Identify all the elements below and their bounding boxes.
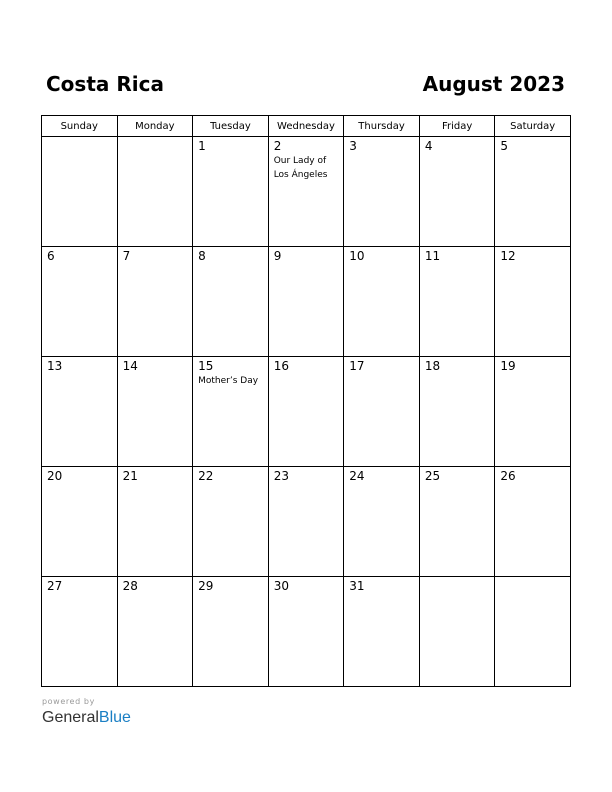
day-number: 29 bbox=[198, 579, 214, 593]
day-number: 6 bbox=[47, 249, 55, 263]
day-cell bbox=[268, 357, 344, 467]
weekday-friday: Friday bbox=[419, 116, 495, 137]
day-number: 23 bbox=[273, 469, 289, 483]
day-number: 21 bbox=[122, 469, 138, 483]
day-cell bbox=[117, 577, 193, 687]
generalblue-logo bbox=[42, 708, 131, 728]
day-cell bbox=[268, 247, 344, 357]
day-number: 16 bbox=[273, 359, 289, 373]
day-number: 10 bbox=[349, 249, 365, 263]
day-cell bbox=[193, 467, 269, 577]
day-cell bbox=[193, 577, 269, 687]
day-cell bbox=[268, 467, 344, 577]
day-number: 24 bbox=[349, 469, 365, 483]
month-year-title: August 2023 bbox=[422, 72, 565, 96]
day-number: 14 bbox=[122, 359, 138, 373]
day-number: 2 bbox=[273, 139, 282, 153]
day-cell bbox=[495, 357, 571, 467]
weekday-sunday: Sunday bbox=[42, 116, 118, 137]
day-cell bbox=[344, 357, 420, 467]
weekday-monday: Monday bbox=[117, 116, 193, 137]
day-cell bbox=[495, 577, 571, 687]
day-cell bbox=[495, 467, 571, 577]
day-number: 20 bbox=[47, 469, 63, 483]
day-number: 19 bbox=[500, 359, 516, 373]
day-number: 1 bbox=[198, 139, 206, 153]
day-number: 8 bbox=[198, 249, 206, 263]
day-cell bbox=[268, 137, 344, 247]
day-number bbox=[118, 137, 193, 139]
day-number: 11 bbox=[424, 249, 441, 263]
generalblue-branding[interactable] bbox=[42, 696, 131, 728]
day-number: 12 bbox=[500, 249, 516, 263]
day-cell bbox=[419, 137, 495, 247]
day-cell bbox=[344, 137, 420, 247]
week-row-4 bbox=[42, 467, 571, 577]
day-cell bbox=[419, 357, 495, 467]
holiday-label: Our Lady of Los Ángeles bbox=[273, 156, 328, 180]
week-row-2 bbox=[42, 247, 571, 357]
day-number: 7 bbox=[122, 249, 131, 263]
calendar-header bbox=[41, 68, 571, 100]
day-cell bbox=[495, 247, 571, 357]
day-cell bbox=[42, 247, 118, 357]
logo-blue-text: Blue bbox=[98, 709, 131, 726]
weekday-header-row bbox=[42, 116, 571, 137]
weekday-thursday: Thursday bbox=[344, 116, 420, 137]
day-number: 17 bbox=[349, 359, 365, 373]
day-cell bbox=[268, 577, 344, 687]
day-number: 31 bbox=[349, 579, 365, 593]
day-cell bbox=[42, 577, 118, 687]
day-number: 28 bbox=[122, 579, 138, 593]
country-title: Costa Rica bbox=[46, 72, 164, 96]
day-cell bbox=[117, 467, 193, 577]
day-cell bbox=[419, 577, 495, 687]
week-row-3 bbox=[42, 357, 571, 467]
day-cell bbox=[193, 137, 269, 247]
day-cell bbox=[495, 137, 571, 247]
day-number: 18 bbox=[424, 359, 441, 373]
day-number: 5 bbox=[500, 139, 509, 153]
day-cell bbox=[419, 247, 495, 357]
day-number: 30 bbox=[273, 579, 289, 593]
day-number: 25 bbox=[424, 469, 441, 483]
day-cell bbox=[193, 247, 269, 357]
day-number bbox=[42, 137, 117, 139]
day-cell bbox=[344, 577, 420, 687]
weekday-saturday: Saturday bbox=[495, 116, 571, 137]
day-number: 22 bbox=[198, 469, 214, 483]
day-cell bbox=[42, 137, 118, 247]
day-cell bbox=[42, 467, 118, 577]
powered-by-label: powered by bbox=[42, 697, 95, 706]
calendar-body bbox=[42, 137, 571, 687]
week-row-5 bbox=[42, 577, 571, 687]
day-cell bbox=[117, 357, 193, 467]
day-cell bbox=[117, 247, 193, 357]
day-number: 27 bbox=[47, 579, 63, 593]
day-number: 3 bbox=[349, 139, 357, 153]
holiday-label: Mother’s Day bbox=[198, 376, 259, 386]
weekday-tuesday: Tuesday bbox=[193, 116, 269, 137]
day-number bbox=[420, 577, 495, 579]
weekday-wednesday: Wednesday bbox=[268, 116, 344, 137]
day-cell bbox=[193, 357, 269, 467]
day-number: 4 bbox=[424, 139, 433, 153]
day-cell bbox=[344, 467, 420, 577]
day-cell bbox=[344, 247, 420, 357]
day-cell bbox=[419, 467, 495, 577]
day-number: 9 bbox=[273, 249, 282, 263]
day-number: 15 bbox=[198, 359, 214, 373]
week-row-1 bbox=[42, 137, 571, 247]
day-number: 26 bbox=[500, 469, 516, 483]
calendar-grid bbox=[41, 115, 571, 687]
day-number: 13 bbox=[47, 359, 63, 373]
day-cell bbox=[42, 357, 118, 467]
logo-general-text: General bbox=[42, 709, 99, 726]
day-cell bbox=[117, 137, 193, 247]
day-number bbox=[495, 577, 570, 579]
